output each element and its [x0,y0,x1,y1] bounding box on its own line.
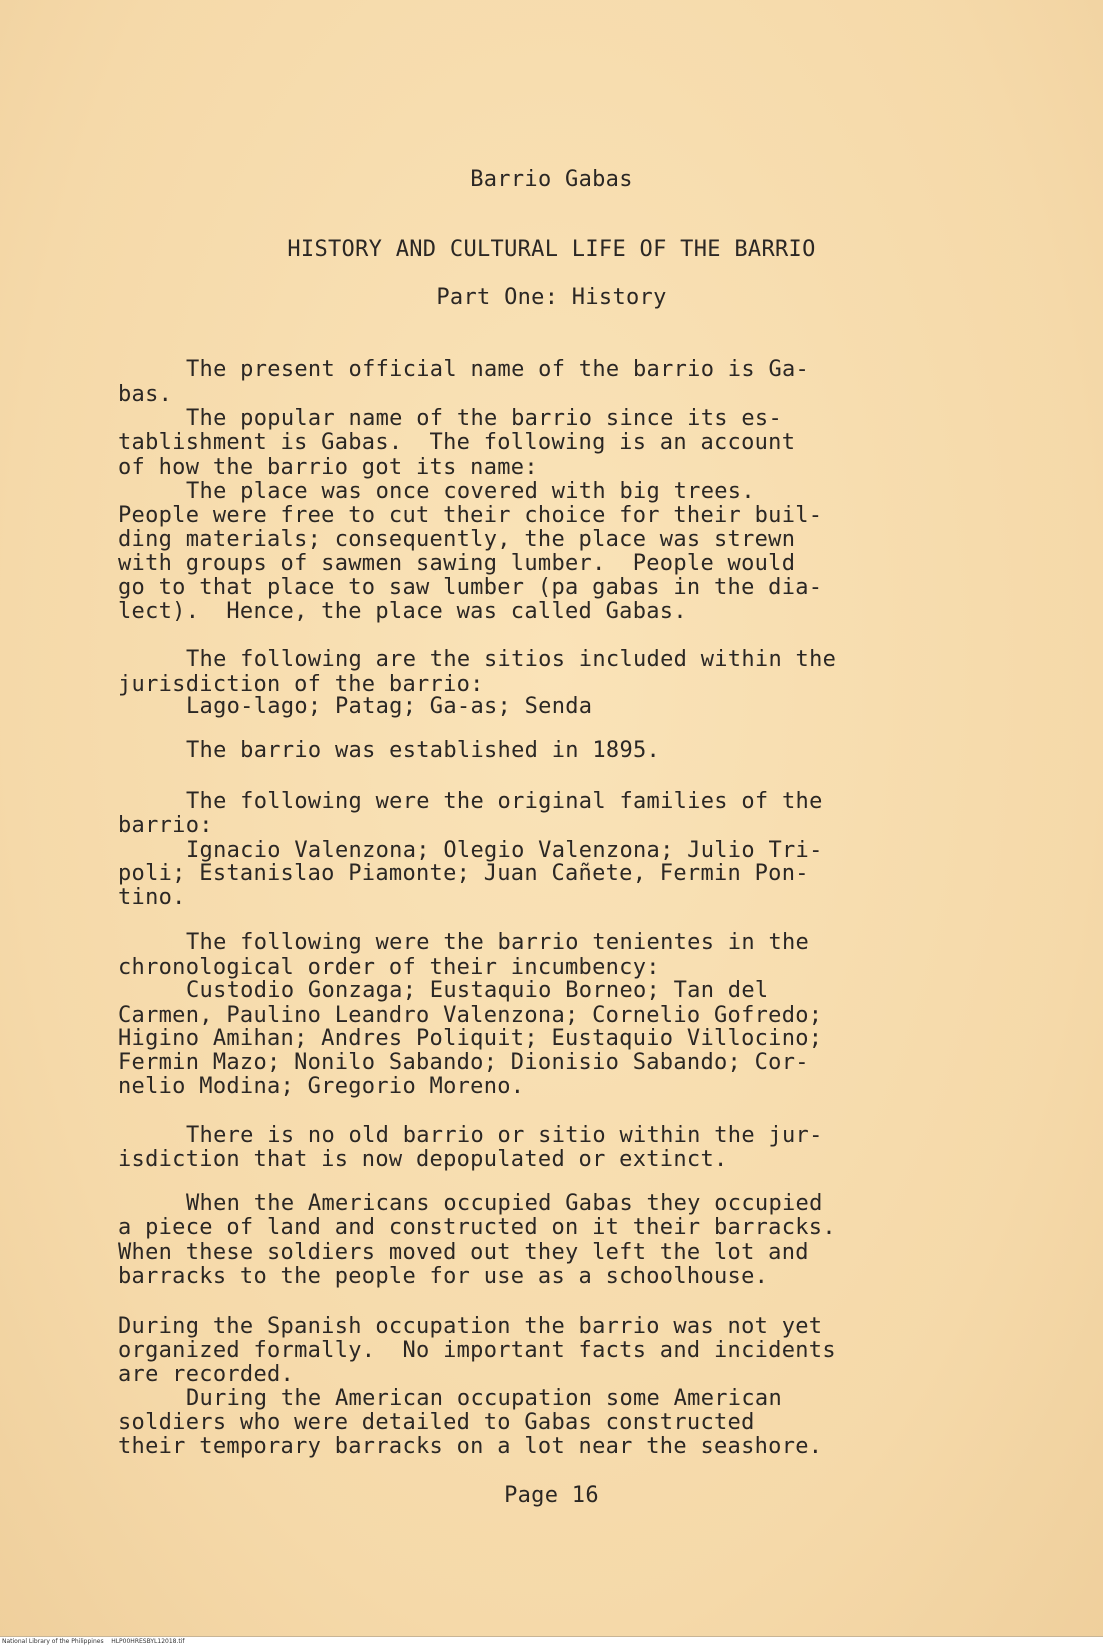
text-line: During the American occupation some American [186,1386,782,1411]
text-line: lect). Hence, the place was called Gabas. [118,599,687,624]
text-line: are recorded. [118,1362,295,1387]
text-line: soldiers who were detailed to Gabas constructed [118,1410,755,1435]
text-line: bas. [118,382,173,407]
text-line: The following were the barrio tenientes in the [186,930,810,955]
text-line: of how the barrio got its name: [118,455,538,480]
text-line: The following are the sitios included within the [186,647,837,672]
text-line: Higino Amihan; Andres Poliquit; Eustaquio Villocino; [118,1026,823,1051]
document-title: HISTORY AND CULTURAL LIFE OF THE BARRIO [287,237,816,262]
text-line: Lago-lago; Patag; Ga-as; Senda [186,694,593,719]
text-line: People were free to cut their choice for their buil- [118,503,823,528]
page-number: Page 16 [504,1483,599,1508]
text-line: The place was once covered with big trees. [186,479,755,504]
text-line: When these soldiers moved out they left the lot and [118,1240,809,1265]
text-line: with groups of sawmen sawing lumber. People would [118,551,796,576]
part-heading: Part One: History [436,285,667,310]
text-line: go to that place to saw lumber (pa gabas in the dia- [118,575,823,600]
text-line: jurisdiction of the barrio: [118,672,484,697]
text-line: barrio: [118,813,213,838]
text-line: During the Spanish occupation the barrio was not yet [118,1314,823,1339]
text-line: The present official name of the barrio is Ga- [186,357,810,382]
text-line: The barrio was established in 1895. [186,738,661,763]
text-line: poli; Estanislao Piamonte; Juan Cañete, Fermin Pon- [118,861,809,886]
text-line: ding materials; consequently, the place was strewn [118,527,796,552]
text-line: barracks to the people for use as a schoolhouse. [118,1264,769,1289]
text-line: isdiction that is now depopulated or extinct. [118,1147,728,1172]
text-line: their temporary barracks on a lot near the seashore. [118,1434,823,1459]
scan-footer-label: National Library of the Philippines HLP00HRESBYL12018.tif [2,1638,185,1645]
text-line: There is no old barrio or sitio within the jur- [186,1123,823,1148]
text-line: When the Americans occupied Gabas they occupied [186,1191,823,1216]
text-line: tino. [118,885,186,910]
text-line: a piece of land and constructed on it their barracks. [118,1215,836,1240]
text-line: The popular name of the barrio since its es- [186,406,782,431]
text-line: Fermin Mazo; Nonilo Sabando; Dionisio Sabando; Cor- [118,1050,809,1075]
text-line: chronological order of their incumbency: [118,955,660,980]
text-line: Custodio Gonzaga; Eustaquio Borneo; Tan del [186,978,769,1003]
text-line: Carmen, Paulino Leandro Valenzona; Cornelio Gofredo; [118,1003,823,1028]
text-line: The following were the original families of the [186,789,823,814]
text-line: nelio Modina; Gregorio Moreno. [118,1074,525,1099]
text-line: tablishment is Gabas. The following is an account [118,430,796,455]
barrio-heading: Barrio Gabas [470,167,633,192]
text-line: organized formally. No important facts and incidents [118,1338,836,1363]
text-line: Ignacio Valenzona; Olegio Valenzona; Julio Tri- [186,838,823,863]
